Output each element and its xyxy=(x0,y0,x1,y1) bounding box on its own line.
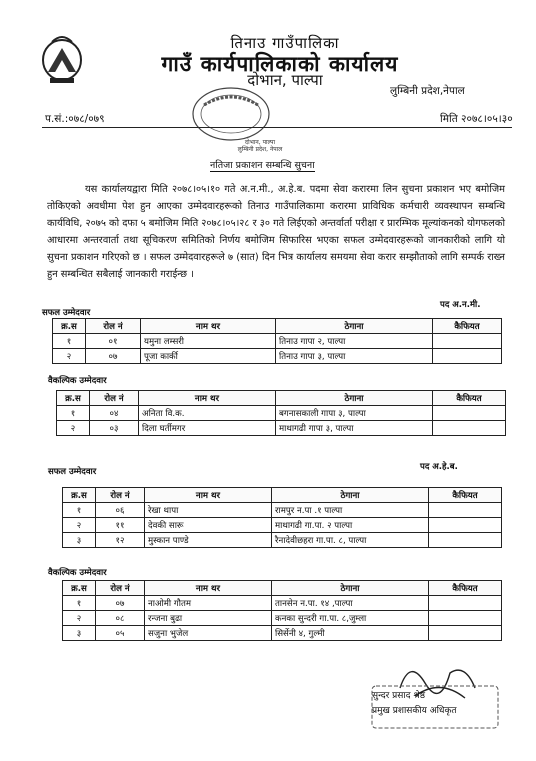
col-sn: क्र.स xyxy=(57,391,90,406)
cell-address: तिनाउ गापा ३, पाल्पा xyxy=(276,349,433,364)
section2-alt-table xyxy=(62,580,502,641)
section1-success-label: सफल उम्मेदवार xyxy=(42,308,91,318)
section1-alt-label: वैकल्पिक उम्मेदवार xyxy=(48,376,107,386)
seal-text xyxy=(220,139,300,153)
col-roll: रोल नं xyxy=(96,581,145,596)
section1-post-label: पद अ.न.मी. xyxy=(440,300,481,310)
cell-roll: १२ xyxy=(96,533,145,548)
table-header-row xyxy=(63,488,502,503)
cell-sn: २ xyxy=(57,421,90,436)
cell-sn: १ xyxy=(57,406,90,421)
col-roll: रोल नं xyxy=(96,488,145,503)
table-row xyxy=(57,421,506,436)
cell-roll: ०४ xyxy=(90,406,139,421)
header-divider xyxy=(42,127,512,128)
cell-name: यमुना लम्सरी xyxy=(141,334,276,349)
section1-success-table xyxy=(52,318,502,364)
col-remarks: कैफियत xyxy=(433,391,506,406)
notice-paragraph: यस कार्यालयद्वारा मिति २०७८।०५।१० गते अ.न.मी., अ.हे.ब. पदमा सेवा करारमा लिन सुचना प्रकाशन भए बमोजिम तोकिएको अवधीमा पेश हुन आएका उम्मेदवारहरूको तिनाउ गाउँपालिकामा करारमा प्राविधिक कर्मचारी व्यवस्थापन सम्बन्धि कार्यविधि, २०७५ को दफा ५ बमोजिम मिति २०७८।०५।२८ र ३० गते लिईएको अन्तर्वार्ता परीक्षा र प्रारम्भिक मूल्यांकनको योगफलको आधारमा अन्तरवार्ता तथा सूचिकरण समितिको निर्णय बमोजिम सिफारिस भएका सफल उम्मेदवारहरूको जानकारीको लागि यो सुचना प्रकाशन गरिएको छ । सफल उम्मेदवारहरूले ७ (सात) दिन भित्र कार्यालय समयमा सेवा करार सम्झौताको लागि सम्पर्क राख्न हुन सम्बन्धित सबैलाई जानकारी गराईन्छ । xyxy=(47,184,505,280)
cell-remarks xyxy=(433,406,506,421)
office-seal-icon xyxy=(190,85,272,143)
cell-sn: १ xyxy=(63,596,96,611)
col-sn: क्र.स xyxy=(63,581,96,596)
table-row xyxy=(63,533,502,548)
cell-sn: ३ xyxy=(63,626,96,641)
table-row xyxy=(63,503,502,518)
cell-name: देवकी सारू xyxy=(145,518,272,533)
seal-line-1: दोभान, पाल्पा xyxy=(244,139,276,146)
section1-alt-table xyxy=(56,390,506,436)
table-row xyxy=(63,596,502,611)
table-row xyxy=(53,349,502,364)
cell-sn: २ xyxy=(63,611,96,626)
section2-success-table xyxy=(62,487,502,548)
cell-name: अनिता वि.क. xyxy=(139,406,276,421)
table-header-row xyxy=(53,319,502,334)
signatory-title: प्रमुख प्रशासकीय अधिकृत xyxy=(372,706,457,716)
cell-name: रेखा थापा xyxy=(145,503,272,518)
cell-address: रैनादेवीछहरा गा.पा. ८, पाल्पा xyxy=(272,533,429,548)
cell-roll: ०१ xyxy=(86,334,141,349)
table-header-row xyxy=(57,391,506,406)
cell-address: माथागढी गापा ३, पाल्पा xyxy=(276,421,433,436)
cell-name: पूजा कार्की xyxy=(141,349,276,364)
cell-remarks xyxy=(433,421,506,436)
cell-name: रन्जना बुढा xyxy=(145,611,272,626)
col-name: नाम थर xyxy=(141,319,276,334)
cell-remarks xyxy=(429,596,502,611)
cell-roll: ०५ xyxy=(96,626,145,641)
cell-remarks xyxy=(433,349,502,364)
cell-sn: १ xyxy=(63,503,96,518)
col-address: ठेगाना xyxy=(272,488,429,503)
province-label: लुम्बिनी प्रदेश,नेपाल xyxy=(390,85,465,97)
col-address: ठेगाना xyxy=(272,581,429,596)
office-name: गाउँ कार्यपालिकाको कार्यालय xyxy=(161,52,399,76)
signatory-name: सुन्दर प्रसाद श्रेष्ठ xyxy=(372,691,426,701)
col-name: नाम थर xyxy=(139,391,276,406)
cell-address: सिर्सेनी ४, गुल्मी xyxy=(272,626,429,641)
cell-address: बगनासकाली गापा ३, पाल्पा xyxy=(276,406,433,421)
cell-sn: २ xyxy=(53,349,86,364)
cell-name: मुस्कान पाण्डे xyxy=(145,533,272,548)
col-remarks: कैफियत xyxy=(429,581,502,596)
col-address: ठेगाना xyxy=(276,391,433,406)
cell-address: तिनाउ गापा २, पाल्पा xyxy=(276,334,433,349)
section2-post-label: पद अ.हे.ब. xyxy=(420,462,458,472)
cell-sn: १ xyxy=(53,334,86,349)
col-name: नाम थर xyxy=(145,581,272,596)
col-address: ठेगाना xyxy=(276,319,433,334)
cell-address: रामपुर न.पा .१ पाल्पा xyxy=(272,503,429,518)
col-name: नाम थर xyxy=(145,488,272,503)
col-sn: क्र.स xyxy=(63,488,96,503)
notice-title: नतिजा प्रकाशन सम्बन्धि सुचना xyxy=(210,160,315,171)
cell-roll: ०७ xyxy=(86,349,141,364)
office-location: दोभान, पाल्पा xyxy=(247,71,323,89)
col-remarks: कैफियत xyxy=(433,319,502,334)
col-sn: क्र.स xyxy=(53,319,86,334)
cell-sn: २ xyxy=(63,518,96,533)
cell-roll: ०८ xyxy=(96,611,145,626)
municipality-name: तिनाउ गाउँपालिका xyxy=(230,34,340,52)
table-row xyxy=(57,406,506,421)
reference-number: प.सं.:०७८/०७९ xyxy=(45,113,105,125)
cell-address: कनका सुन्दरी गा.पा. ८,जुम्ला xyxy=(272,611,429,626)
cell-roll: ०३ xyxy=(90,421,139,436)
cell-sn: ३ xyxy=(63,533,96,548)
col-roll: रोल नं xyxy=(86,319,141,334)
cell-remarks xyxy=(429,518,502,533)
col-remarks: कैफियत xyxy=(429,488,502,503)
cell-remarks xyxy=(429,503,502,518)
cell-remarks xyxy=(429,611,502,626)
cell-address: तानसेन न.पा. १४ ,पाल्पा xyxy=(272,596,429,611)
table-row xyxy=(53,334,502,349)
cell-remarks xyxy=(429,533,502,548)
section2-success-label: सफल उम्मेदवार xyxy=(48,467,97,477)
cell-remarks xyxy=(433,334,502,349)
cell-roll: ०७ xyxy=(96,596,145,611)
seal-line-2: लुम्बिनी प्रदेश, नेपाल xyxy=(237,146,283,153)
issue-date: मिति २०७८।०५।३० xyxy=(440,113,513,125)
cell-roll: ११ xyxy=(96,518,145,533)
nepal-emblem-icon xyxy=(40,30,84,86)
cell-name: नाओमी गौतम xyxy=(145,596,272,611)
cell-roll: ०६ xyxy=(96,503,145,518)
cell-name: सजुना भुजेल xyxy=(145,626,272,641)
section2-alt-label: वैकल्पिक उम्मेदवार xyxy=(48,568,107,578)
table-row xyxy=(63,611,502,626)
table-row xyxy=(63,518,502,533)
cell-remarks xyxy=(429,626,502,641)
cell-address: माथागढी गा.पा. २ पाल्पा xyxy=(272,518,429,533)
col-roll: रोल नं xyxy=(90,391,139,406)
table-row xyxy=(63,626,502,641)
table-header-row xyxy=(63,581,502,596)
cell-name: दिला घर्तीमगर xyxy=(139,421,276,436)
